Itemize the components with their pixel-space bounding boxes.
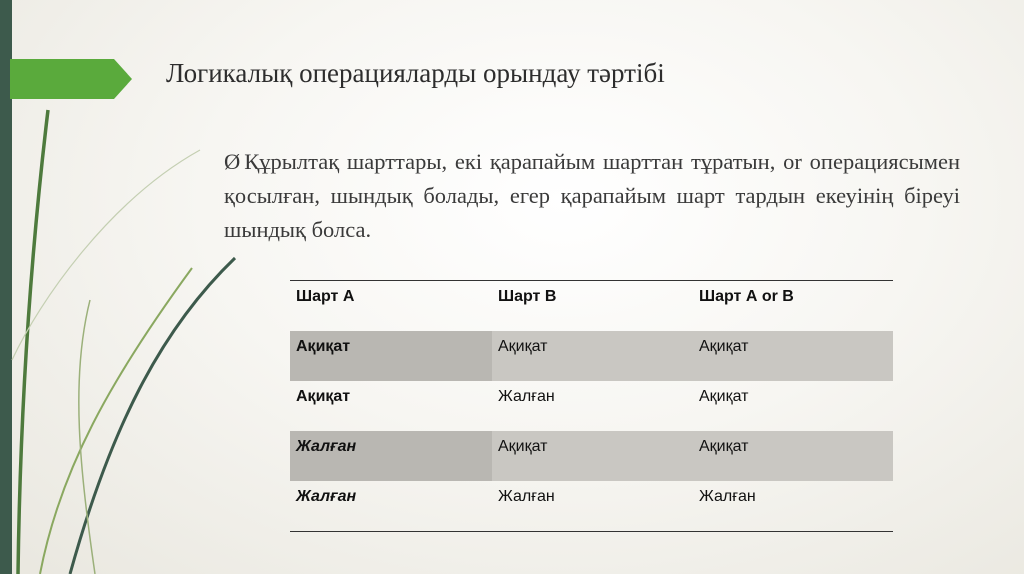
table-cell: Жалған xyxy=(296,488,357,505)
table-row xyxy=(290,431,893,481)
table-row xyxy=(290,381,893,431)
bullet-icon: Ø xyxy=(224,149,241,174)
table-cell: Жалған xyxy=(290,431,492,481)
table-cell: Жалған xyxy=(498,388,555,405)
title-marker-icon xyxy=(10,59,132,99)
table-cell: Ақиқат xyxy=(699,388,749,405)
bullet-paragraph xyxy=(224,145,960,247)
slide-title: Логикалық операцияларды орындау тәртібі xyxy=(166,58,665,88)
table-cell: Ақиқат xyxy=(296,388,351,405)
paragraph-text: Құрылтақ шарттары, екі қарапайым шарттан тұратын, or операциясымен қосылған, шындық болады, егер қарапайым шарт тардын екеуінің біреуі шындық болса. xyxy=(224,149,960,242)
table-cell: Ақиқат xyxy=(492,331,693,381)
table-cell: Ақиқат xyxy=(693,431,893,481)
truth-table xyxy=(290,280,893,532)
table-header-row xyxy=(290,281,893,331)
table-cell: Ақиқат xyxy=(290,331,492,381)
table-cell: Ақиқат xyxy=(492,431,693,481)
table-header-cell: Шарт А xyxy=(296,288,355,305)
table-row xyxy=(290,481,893,531)
table-cell: Жалған xyxy=(699,488,756,505)
table-cell: Жалған xyxy=(498,488,555,505)
table-header-cell: Шарт В xyxy=(498,288,557,305)
table-cell: Ақиқат xyxy=(693,331,893,381)
table-row xyxy=(290,331,893,381)
table-header-cell: Шарт А or B xyxy=(699,288,794,305)
